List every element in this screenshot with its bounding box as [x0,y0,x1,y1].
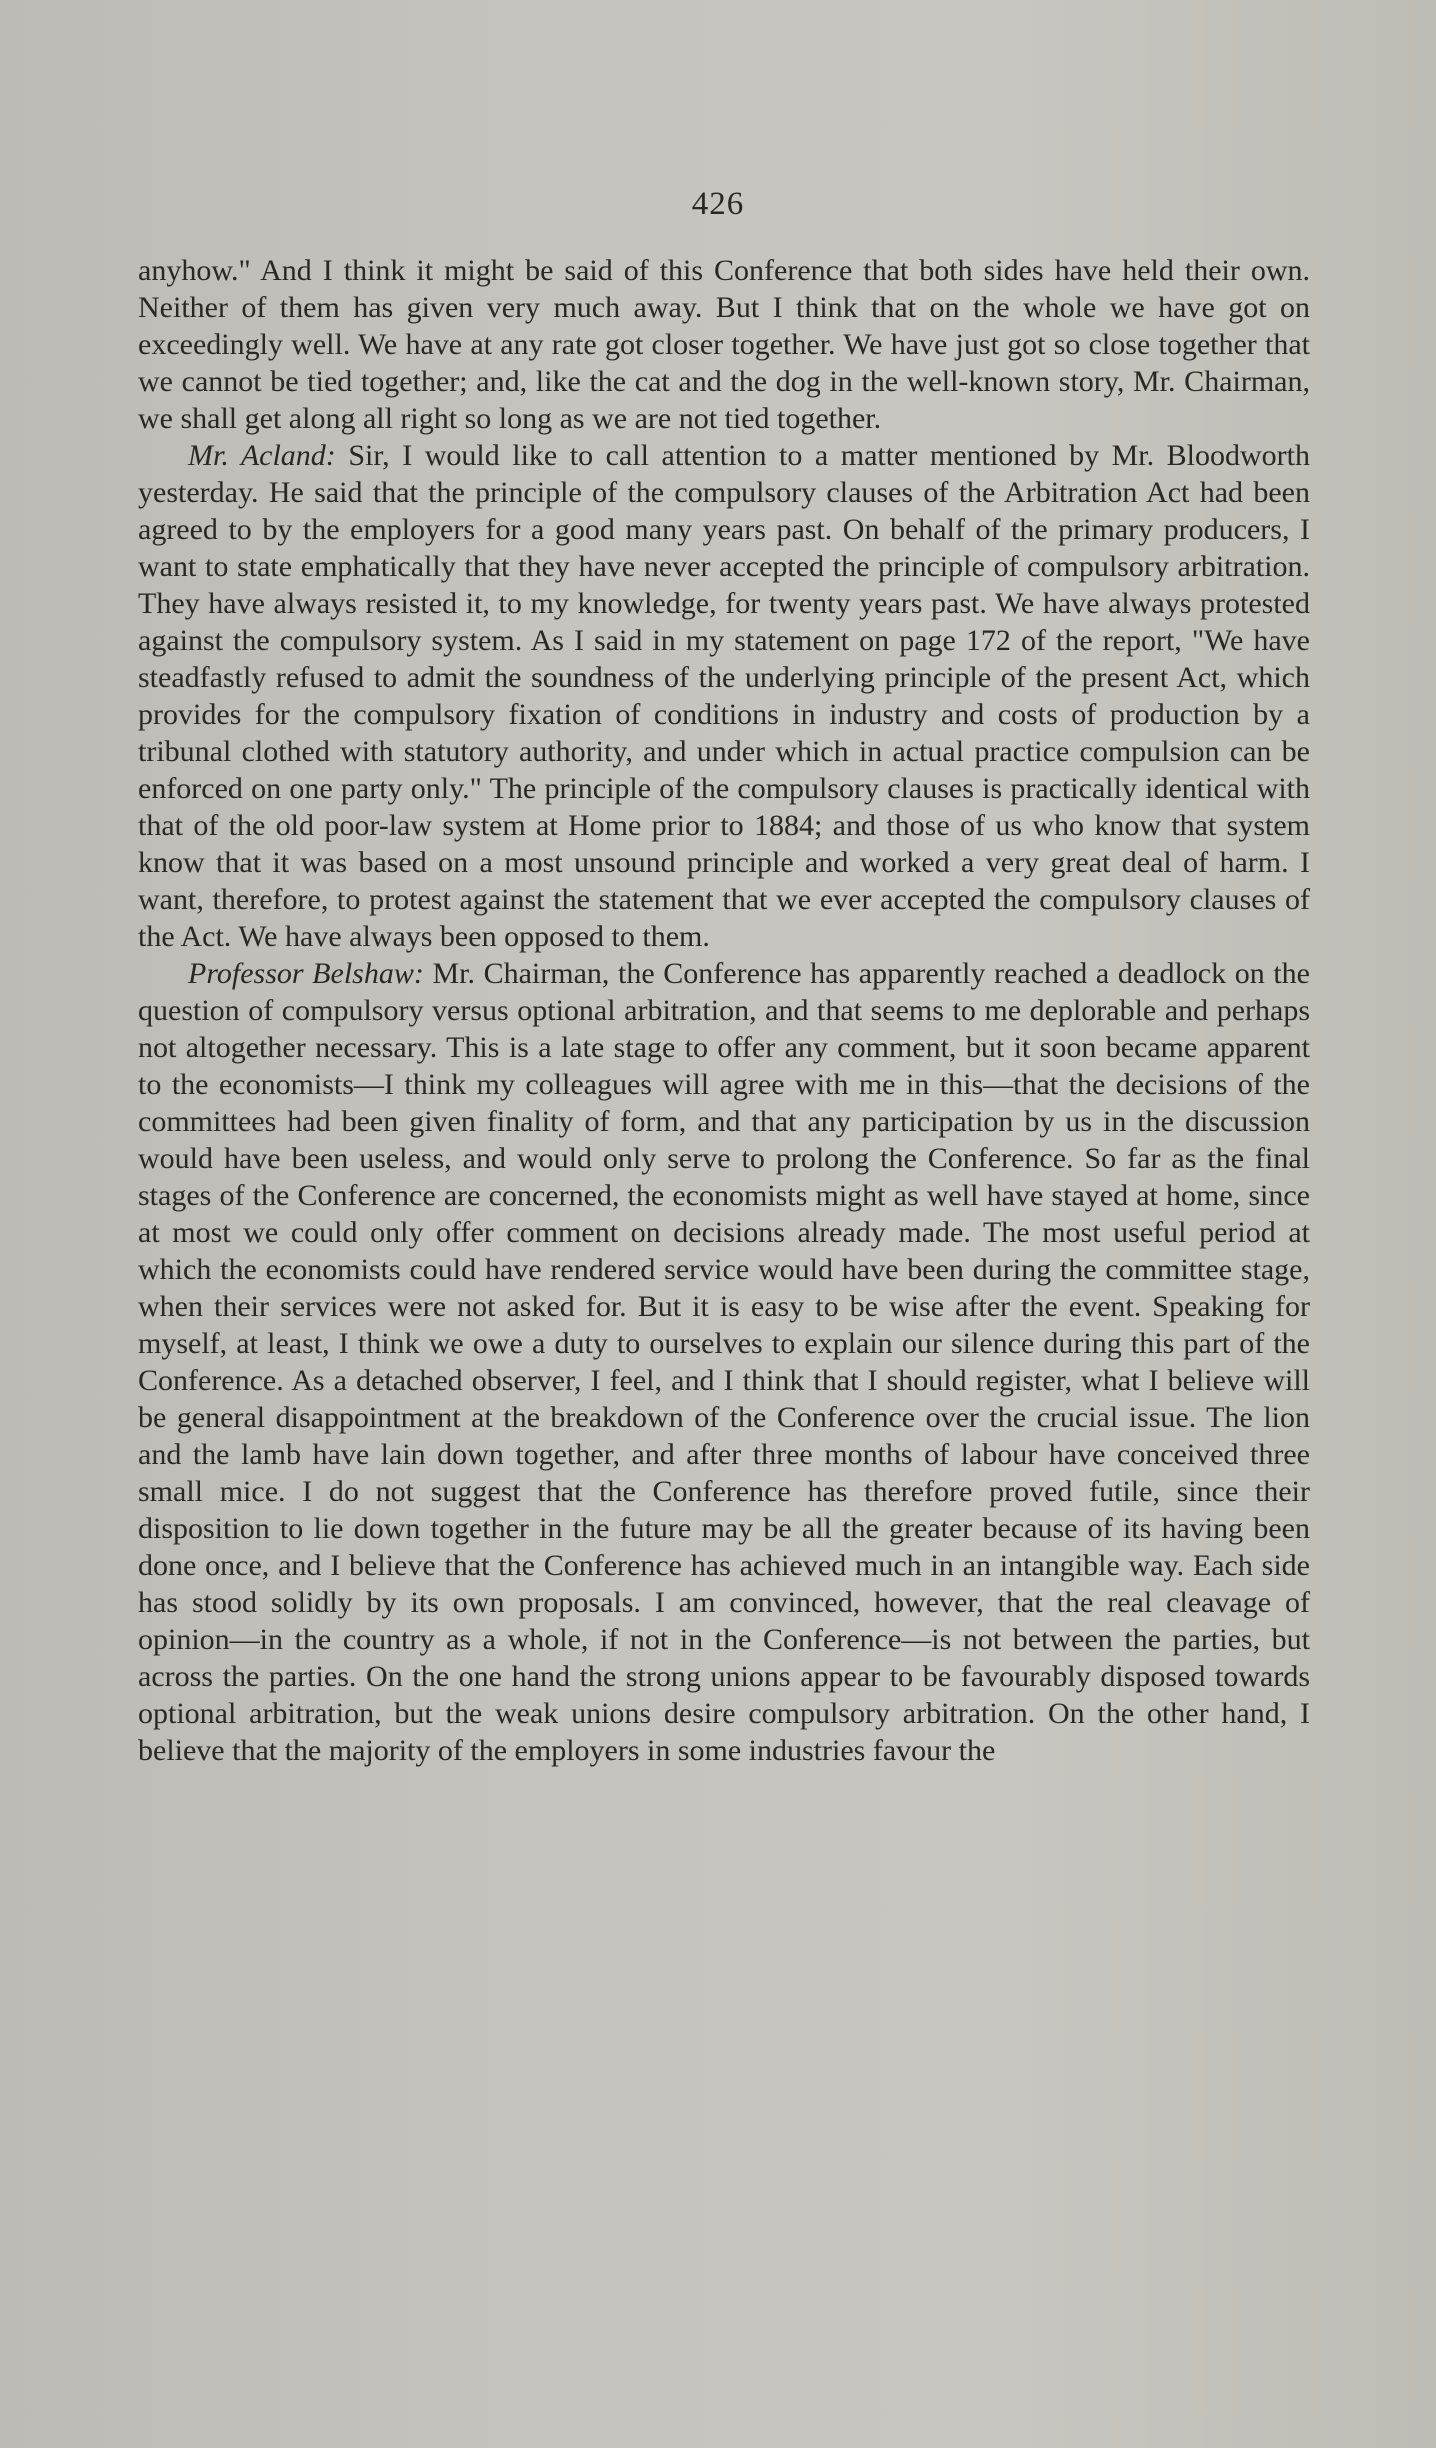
paragraph-belshaw [138,955,1310,1769]
body-text [138,252,1310,1769]
paragraph-text: Sir, I would like to call attention to a matter mentioned by Mr. Bloodworth yesterday. He said that the principle of the compulsory clauses of the Arbitration Act had been agreed to by the employers for a good many years past. On behalf of the primary producers, I want to state emphatically that they have never accepted the principle of compulsory arbitration. They have always resisted it, to my knowledge, for twenty years past. We have always protested against the compulsory system. As I said in my statement on page 172 of the report, "We have steadfastly refused to admit the soundness of the underlying principle of the present Act, which provides for the compulsory fixation of conditions in industry and costs of production by a tribunal clothed with statutory authority, and under which in actual practice compulsion can be enforced on one party only." The principle of the compulsory clauses is practically identical with that of the old poor-law system at Home prior to 1884; and those of us who know that system know that it was based on a most unsound principle and worked a very great deal of harm. I want, therefore, to protest against the statement that we ever accepted the compulsory clauses of the Act. We have always been opposed to them. [138,439,1310,953]
paragraph-text: anyhow." And I think it might be said of this Conference that both sides have held their own. Neither of them has given very much away. But I think that on the whole we have got on exceedingly well. We have at any rate got closer together. We have just got so close together that we cannot be tied together; and, like the cat and the dog in the well-known story, Mr. Chairman, we shall get along all right so long as we are not tied together. [138,254,1310,435]
paragraph-acland [138,437,1310,955]
speaker-name: Professor Belshaw: [188,957,424,990]
page-number: 426 [691,186,745,222]
paragraph-continuation [138,252,1310,437]
paragraph-text: Mr. Chairman, the Conference has apparently reached a deadlock on the question of compulsory versus optional arbitration, and that seems to me deplorable and perhaps not altogether necessary. This is a late stage to offer any comment, but it soon became apparent to the economists—I think my colleagues will agree with me in this—that the decisions of the committees had been given finality of form, and that any participation by us in the discussion would have been useless, and would only serve to prolong the Conference. So far as the final stages of the Conference are concerned, the economists might as well have stayed at home, since at most we could only offer comment on decisions already made. The most useful period at which the economists could have rendered service would have been during the committee stage, when their services were not asked for. But it is easy to be wise after the event. Speaking for myself, at least, I think we owe a duty to ourselves to explain our silence during this part of the Conference. As a detached observer, I feel, and I think that I should register, what I believe will be general disappointment at the breakdown of the Conference over the crucial issue. The lion and the lamb have lain down together, and after three months of labour have conceived three small mice. I do not suggest that the Conference has therefore proved futile, since their disposition to lie down together in the future may be all the greater because of its having been done once, and I believe that the Conference has achieved much in an intangible way. Each side has stood solidly by its own proposals. I am convinced, however, that the real cleavage of opinion—in the country as a whole, if not in the Conference—is not between the parties, but across the parties. On the one hand the strong unions appear to be favourably disposed towards optional arbitration, but the weak unions desire compulsory arbitration. On the other hand, I believe that the majority of the employers in some industries favour the [138,957,1310,1767]
speaker-name: Mr. Acland: [188,439,336,472]
